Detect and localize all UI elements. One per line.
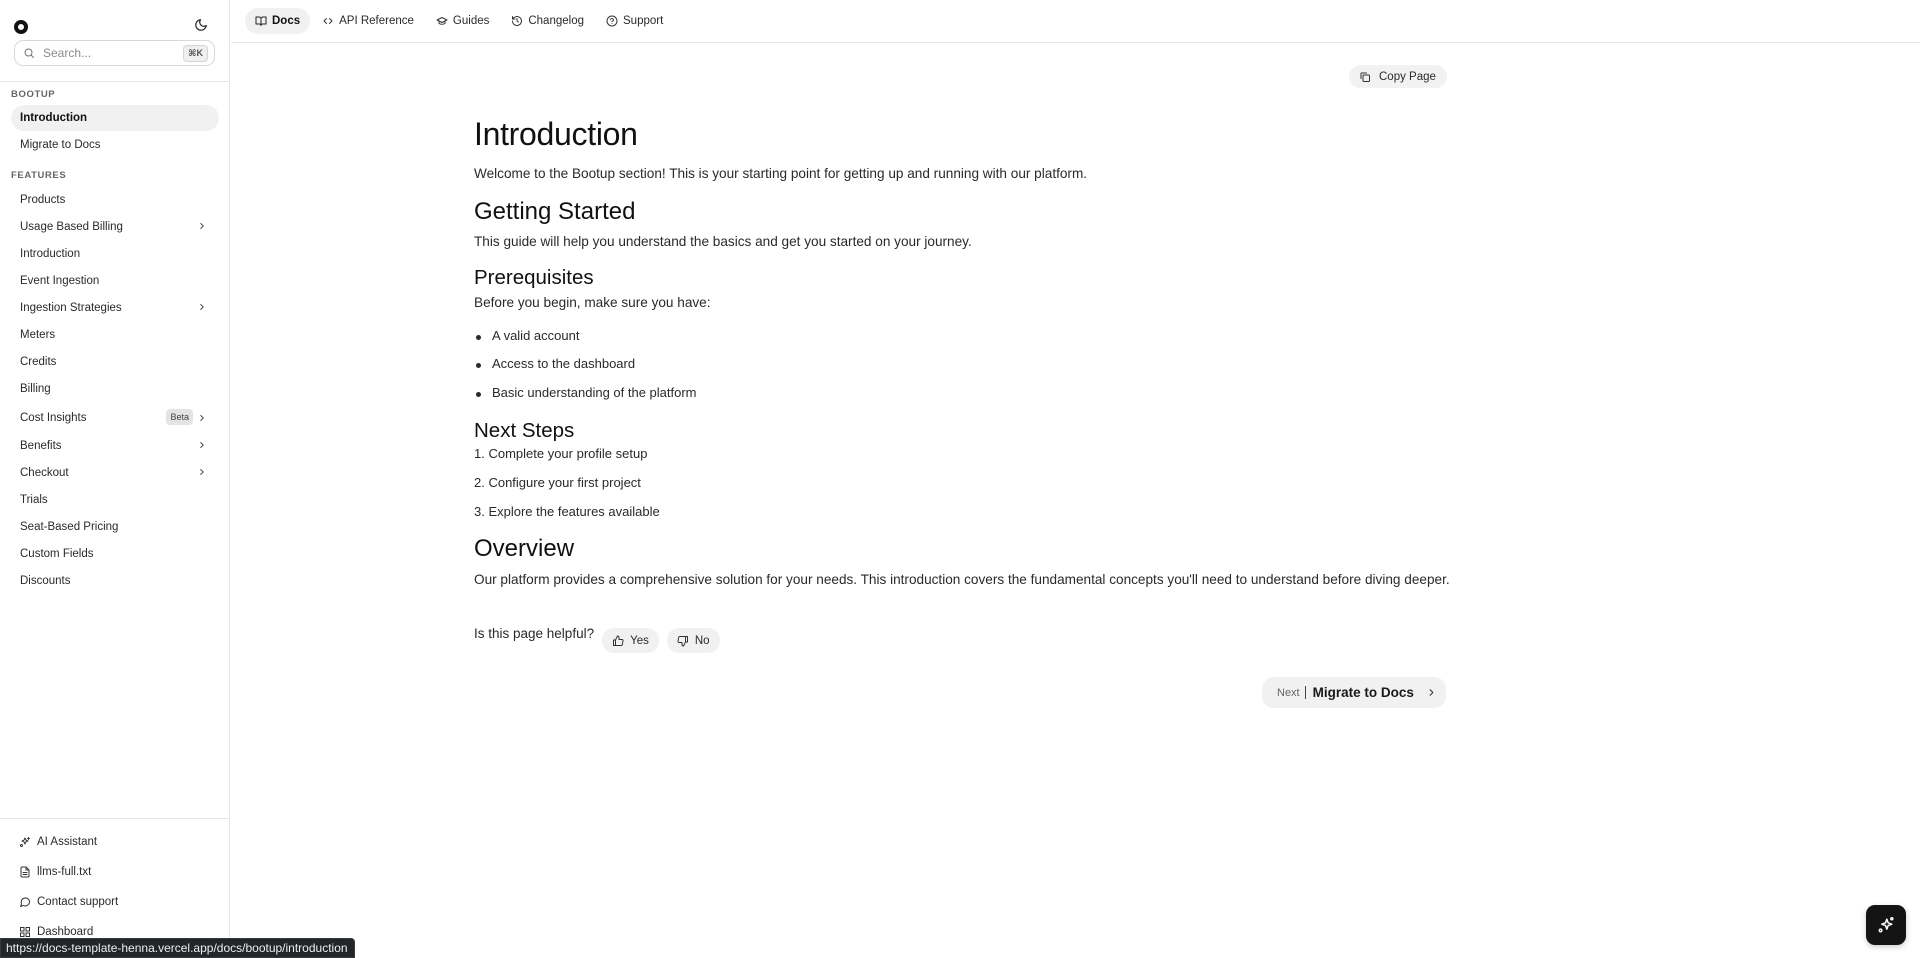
util-label: Dashboard bbox=[37, 926, 94, 938]
sidebar-item-label: Custom Fields bbox=[20, 548, 94, 560]
status-bar-url: https://docs-template-henna.vercel.app/docs/bootup/introduction bbox=[0, 938, 355, 958]
beta-badge: Beta bbox=[166, 409, 193, 425]
chevron-right-icon bbox=[197, 440, 207, 450]
sidebar-item-credits[interactable] bbox=[11, 349, 219, 375]
llms-full-txt-link[interactable] bbox=[19, 866, 91, 878]
page-title: Introduction bbox=[474, 116, 638, 152]
sidebar-item-products[interactable] bbox=[11, 187, 219, 213]
sidebar-item-label: Cost Insights bbox=[20, 412, 87, 424]
chevron-right-icon bbox=[197, 413, 207, 423]
feedback-yes-button[interactable] bbox=[602, 628, 659, 653]
sidebar-item-checkout[interactable] bbox=[11, 460, 219, 486]
sidebar-item-label: Migrate to Docs bbox=[20, 139, 101, 151]
heading-prerequisites: Prerequisites bbox=[474, 266, 594, 289]
heading-getting-started: Getting Started bbox=[474, 198, 636, 225]
logo[interactable] bbox=[14, 20, 28, 34]
sidebar-item-ingestion-strategies[interactable] bbox=[11, 295, 219, 321]
sidebar-header bbox=[0, 0, 229, 82]
theme-toggle-moon-icon[interactable] bbox=[194, 18, 210, 34]
sidebar-item-benefits[interactable] bbox=[11, 433, 219, 459]
next-label: Next bbox=[1277, 686, 1300, 699]
section-label-features: FEATURES bbox=[11, 170, 67, 181]
tab-label: Docs bbox=[272, 15, 301, 27]
sidebar-item-introduction-features[interactable] bbox=[11, 241, 219, 267]
ai-assistant-fab[interactable] bbox=[1866, 905, 1906, 945]
sidebar-item-label: Trials bbox=[20, 494, 48, 506]
contact-support-link[interactable] bbox=[19, 896, 118, 908]
tab-label: Changelog bbox=[528, 15, 584, 27]
sidebar-item-label: Checkout bbox=[20, 467, 69, 479]
sidebar-item-billing[interactable] bbox=[11, 376, 219, 402]
sidebar-item-label: Discounts bbox=[20, 575, 71, 587]
sidebar-item-meters[interactable] bbox=[11, 322, 219, 348]
getting-started-text: This guide will help you understand the basics and get you started on your journey. bbox=[474, 234, 972, 249]
sidebar-item-event-ingestion[interactable] bbox=[11, 268, 219, 294]
sidebar bbox=[0, 0, 230, 958]
chevron-right-icon bbox=[197, 302, 207, 312]
tab-label: API Reference bbox=[339, 15, 414, 27]
sidebar-item-cost-insights[interactable] bbox=[11, 404, 219, 432]
search-shortcut-badge: ⌘K bbox=[183, 45, 208, 62]
intro-text: Welcome to the Bootup section! This is your starting point for getting up and running with our platform. bbox=[474, 166, 1088, 181]
copy-page-label: Copy Page bbox=[1379, 70, 1436, 83]
sidebar-item-seat-based-pricing[interactable] bbox=[11, 514, 219, 540]
sidebar-item-label: Event Ingestion bbox=[20, 275, 100, 287]
feedback-yes-label: Yes bbox=[630, 634, 649, 647]
sidebar-item-label: Introduction bbox=[20, 112, 88, 124]
list-item: Basic understanding of the platform bbox=[492, 385, 697, 400]
file-text-icon bbox=[19, 866, 31, 878]
code-icon bbox=[322, 15, 334, 27]
tab-support[interactable] bbox=[596, 8, 673, 34]
util-label: Contact support bbox=[37, 896, 119, 908]
divider bbox=[1305, 686, 1306, 699]
tab-label: Guides bbox=[452, 15, 490, 27]
top-nav bbox=[231, 0, 1920, 43]
chevron-right-icon bbox=[197, 221, 207, 231]
feedback-widget bbox=[474, 626, 720, 653]
prerequisites-text: Before you begin, make sure you have: bbox=[474, 295, 711, 310]
chevron-right-icon bbox=[197, 467, 207, 477]
feedback-question: Is this page helpful? bbox=[474, 626, 595, 641]
sidebar-item-custom-fields[interactable] bbox=[11, 541, 219, 567]
sparkles-icon bbox=[19, 836, 31, 848]
search-input[interactable] bbox=[43, 46, 173, 60]
message-circle-icon bbox=[19, 896, 31, 908]
tab-api-reference[interactable] bbox=[312, 8, 424, 34]
sidebar-item-label: Benefits bbox=[20, 440, 62, 452]
ai-assistant-link[interactable] bbox=[19, 836, 97, 848]
sidebar-item-migrate-to-docs[interactable] bbox=[11, 132, 219, 158]
copy-page-button[interactable] bbox=[1349, 65, 1447, 88]
sidebar-item-label: Seat-Based Pricing bbox=[20, 521, 119, 533]
feedback-no-button[interactable] bbox=[667, 628, 720, 653]
heading-overview: Overview bbox=[474, 535, 575, 562]
sidebar-item-trials[interactable] bbox=[11, 487, 219, 513]
ordered-list-item: 3. Explore the features available bbox=[474, 504, 660, 519]
next-page-title: Migrate to Docs bbox=[1312, 685, 1414, 700]
heading-next-steps: Next Steps bbox=[474, 419, 575, 442]
list-item: A valid account bbox=[492, 328, 580, 343]
help-circle-icon bbox=[606, 15, 618, 27]
sidebar-item-label: Credits bbox=[20, 356, 57, 368]
tab-label: Support bbox=[623, 15, 664, 27]
sidebar-item-label: Billing bbox=[20, 383, 51, 395]
section-label-bootup: BOOTUP bbox=[11, 89, 56, 100]
sidebar-item-introduction[interactable] bbox=[11, 105, 219, 131]
copy-icon bbox=[1359, 71, 1371, 83]
book-open-icon bbox=[255, 15, 267, 27]
list-item: Access to the dashboard bbox=[492, 356, 636, 371]
util-label: AI Assistant bbox=[37, 836, 98, 848]
ordered-list-item: 1. Complete your profile setup bbox=[474, 446, 648, 461]
sidebar-item-label: Introduction bbox=[20, 248, 81, 260]
search-icon bbox=[23, 47, 35, 59]
sidebar-item-label: Ingestion Strategies bbox=[20, 302, 122, 314]
sidebar-item-label: Products bbox=[20, 194, 66, 206]
chevron-right-icon bbox=[1426, 687, 1437, 698]
dashboard-link[interactable] bbox=[19, 926, 93, 938]
layout-grid-icon bbox=[19, 926, 31, 938]
sidebar-item-discounts[interactable] bbox=[11, 568, 219, 594]
thumbs-down-icon bbox=[677, 635, 689, 647]
next-page-button[interactable] bbox=[1262, 677, 1446, 708]
sidebar-item-label: Meters bbox=[20, 329, 56, 341]
sidebar-footer bbox=[0, 818, 230, 958]
thumbs-up-icon bbox=[612, 635, 624, 647]
search-box[interactable] bbox=[14, 40, 215, 66]
sidebar-item-usage-based-billing[interactable] bbox=[11, 214, 219, 240]
ordered-list-item: 2. Configure your first project bbox=[474, 475, 641, 490]
util-label: llms-full.txt bbox=[37, 866, 92, 878]
tab-docs[interactable] bbox=[245, 8, 310, 34]
graduation-cap-icon bbox=[436, 15, 448, 27]
tab-changelog[interactable] bbox=[501, 8, 594, 34]
sidebar-item-label: Usage Based Billing bbox=[20, 221, 123, 233]
sparkles-icon bbox=[1876, 915, 1896, 935]
overview-text: Our platform provides a comprehensive solution for your needs. This introduction covers the fundamental concepts you'll need to understand before diving deeper. bbox=[474, 572, 1450, 587]
feedback-no-label: No bbox=[694, 634, 710, 647]
history-icon bbox=[511, 15, 523, 27]
tab-guides[interactable] bbox=[426, 8, 499, 34]
